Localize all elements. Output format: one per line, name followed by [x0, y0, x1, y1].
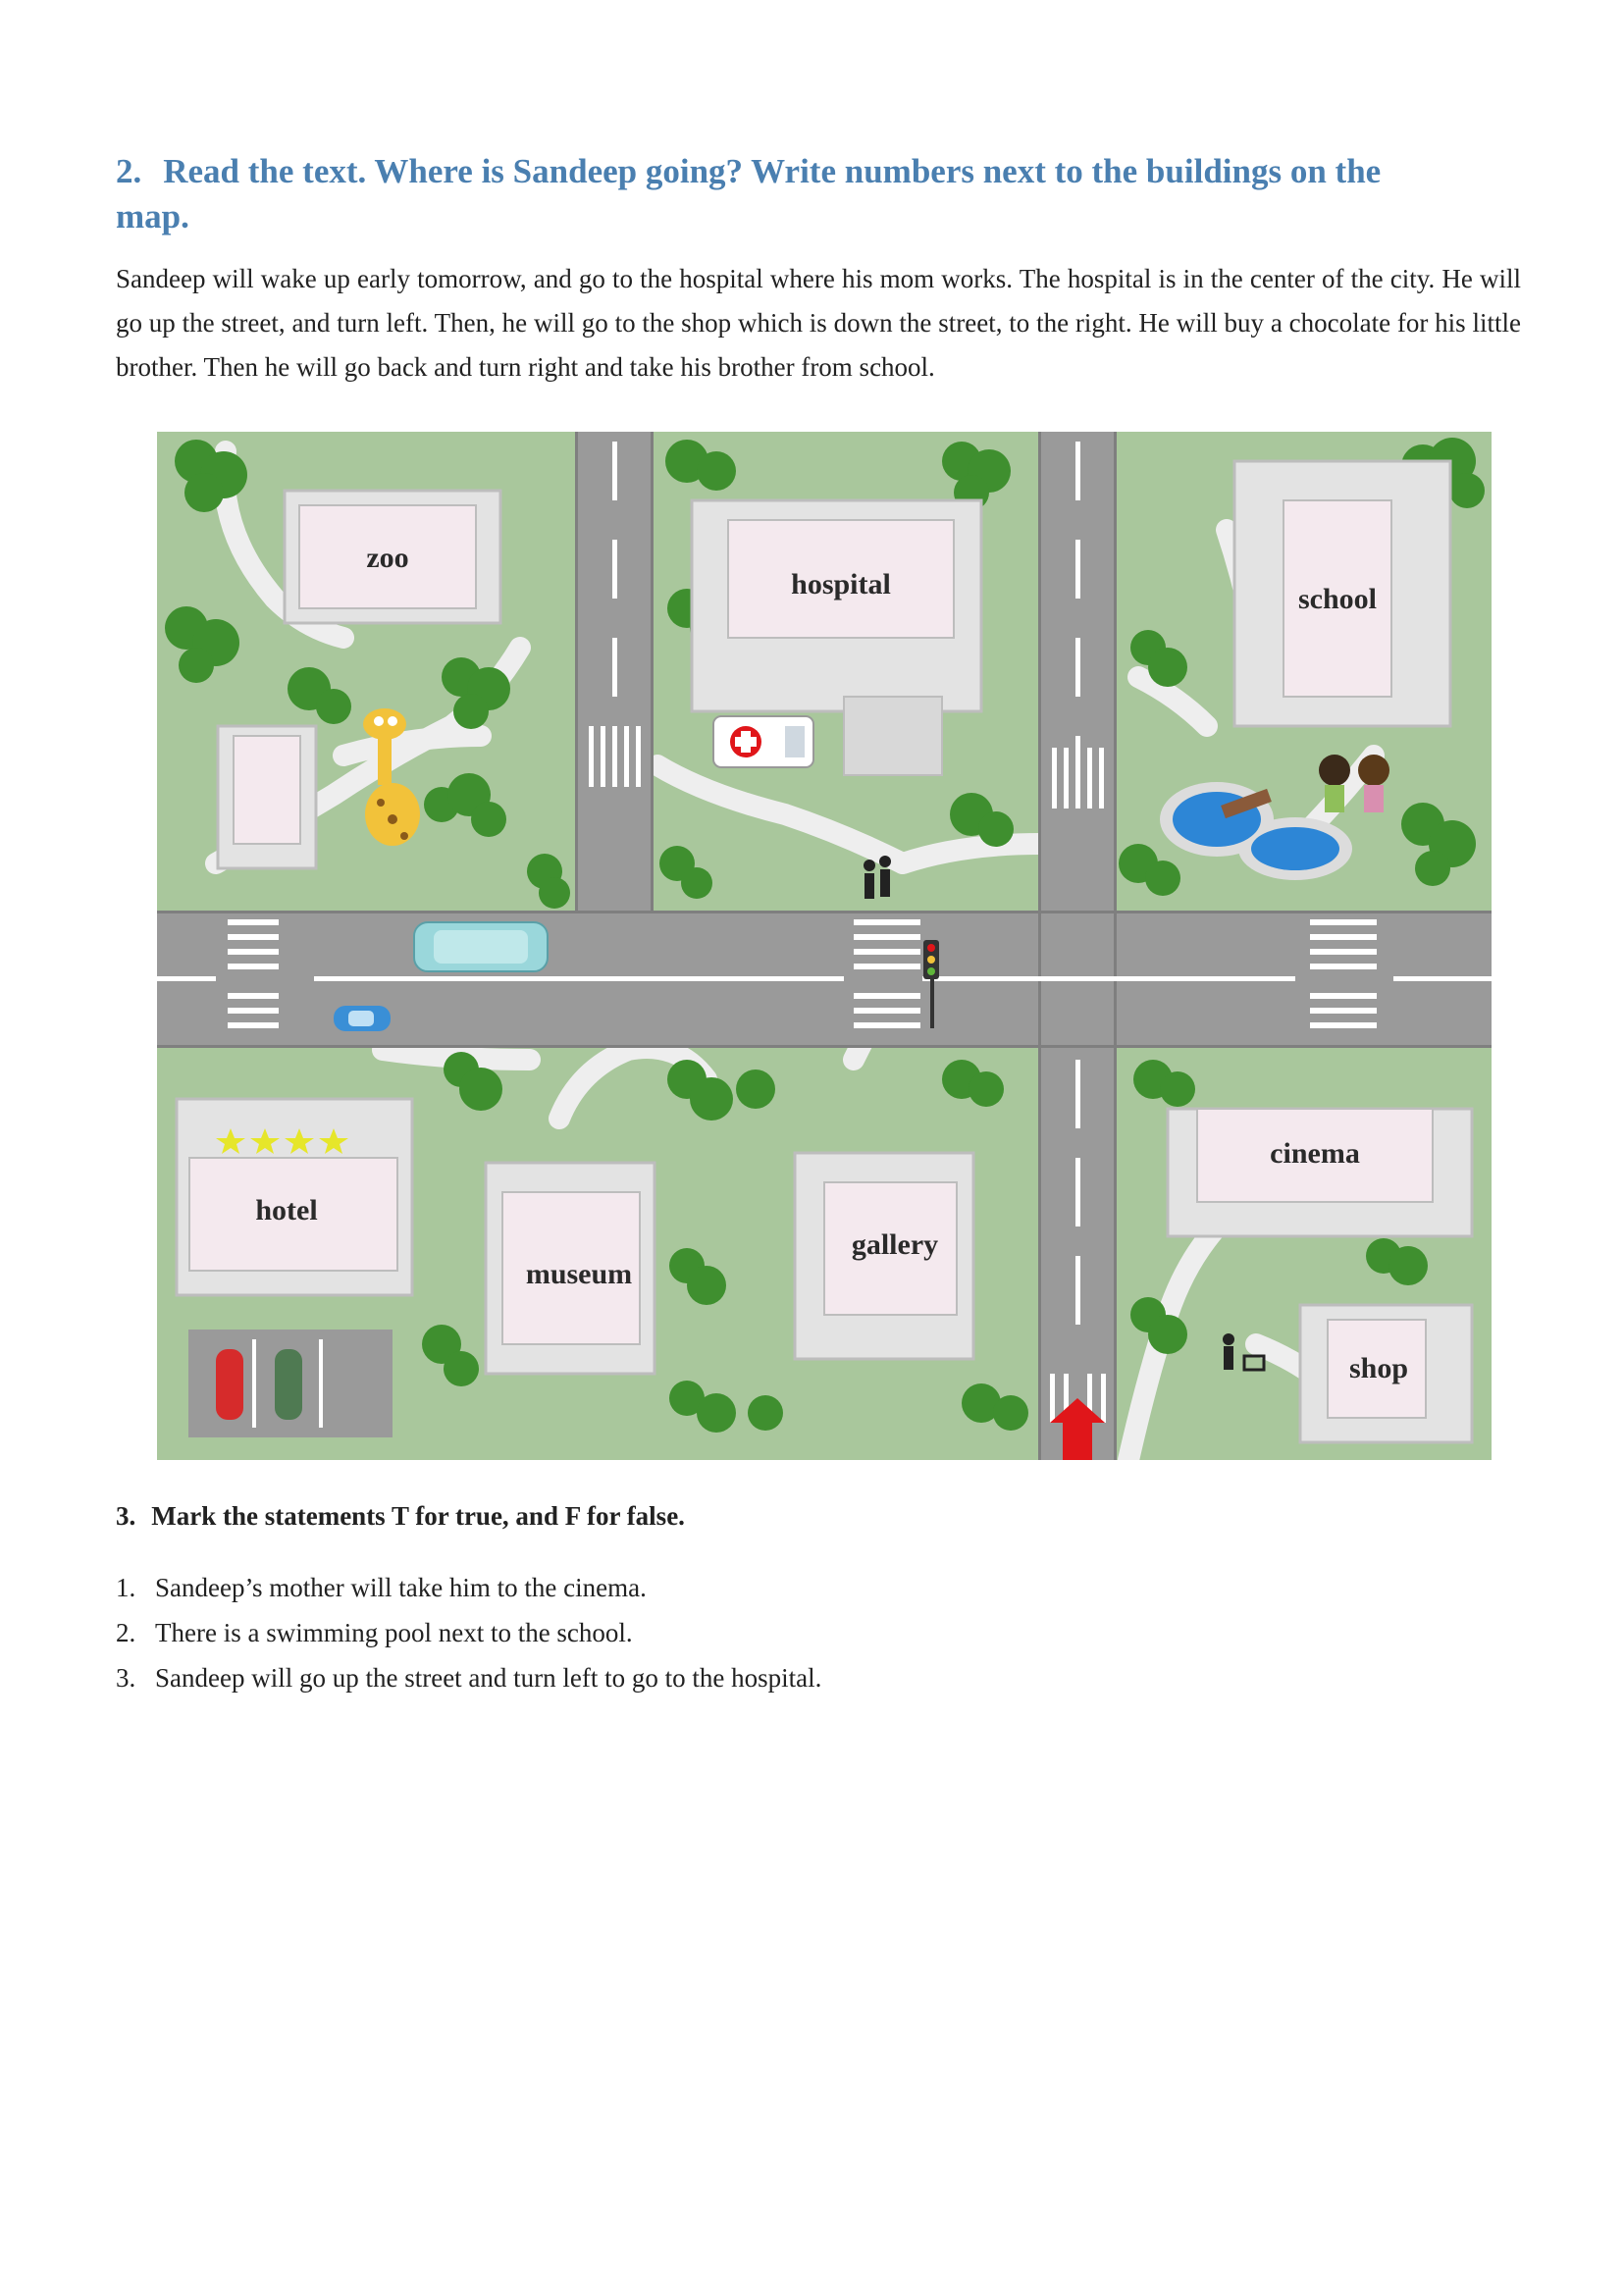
green-car-icon — [275, 1349, 302, 1420]
statement-item — [116, 1610, 821, 1655]
small-building-panel — [234, 736, 300, 844]
red-car-icon — [216, 1349, 243, 1420]
gallery-label: gallery — [851, 1228, 939, 1261]
statement-item — [116, 1565, 821, 1610]
statement-list — [116, 1565, 821, 1700]
hotel-building — [177, 1099, 412, 1295]
shop-label: shop — [1348, 1352, 1409, 1384]
question-3-heading — [116, 1501, 685, 1532]
cinema-building — [1168, 1109, 1472, 1236]
shop-building — [1300, 1305, 1472, 1442]
zoo-label: zoo — [366, 542, 409, 574]
question-3-number: 3. — [116, 1501, 136, 1531]
school-label: school — [1297, 583, 1378, 615]
city-map — [157, 432, 1492, 1460]
statement-text: There is a swimming pool next to the school. — [155, 1618, 633, 1647]
statement-text: Sandeep’s mother will take him to the cinema. — [155, 1573, 647, 1602]
hospital-label: hospital — [791, 568, 891, 600]
museum-label: museum — [525, 1258, 633, 1290]
statement-number: 1. — [116, 1573, 136, 1602]
small-car-icon — [334, 1006, 391, 1031]
cinema-label: cinema — [1270, 1137, 1360, 1170]
question-3-title: Mark the statements T for true, and F for false. — [151, 1501, 685, 1531]
parking-lot — [188, 1330, 393, 1437]
statement-number: 3. — [116, 1663, 136, 1693]
zoo-building — [285, 491, 500, 623]
van-icon — [414, 922, 548, 971]
statement-text: Sandeep will go up the street and turn left to go to the hospital. — [155, 1663, 822, 1693]
ambulance-icon — [713, 716, 813, 767]
question-2-heading — [116, 149, 1421, 239]
school-building — [1234, 461, 1450, 726]
statement-item — [116, 1655, 821, 1700]
reading-passage: Sandeep will wake up early tomorrow, and go to the hospital where his mom works. The hospital is in the center of the city. He will go up the street, and turn left. Then, he will go to the shop which is down the street, to the right. He will buy a chocolate for his little brother. Then he will go back and turn right and take his brother from school. — [116, 264, 1521, 382]
statement-number: 2. — [116, 1618, 136, 1647]
museum-building — [486, 1163, 655, 1374]
gallery-building — [795, 1153, 973, 1359]
question-2-title: Read the text. Where is Sandeep going? Write numbers next to the buildings on the map. — [116, 152, 1382, 235]
hotel-label: hotel — [255, 1194, 318, 1226]
question-2-number: 2. — [116, 152, 142, 190]
